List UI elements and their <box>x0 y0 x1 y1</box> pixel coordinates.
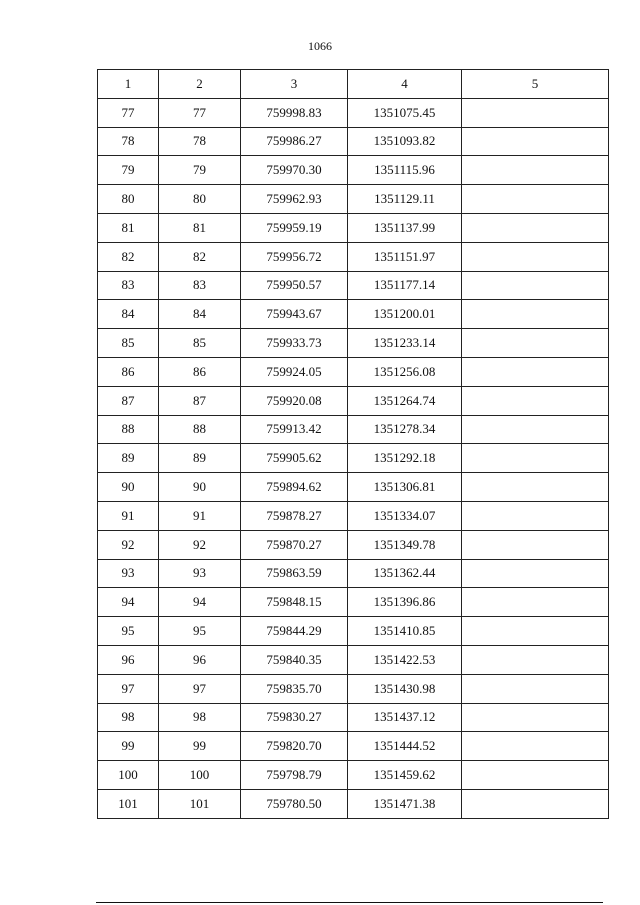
table-cell-col-3: 759848.15 <box>241 588 348 617</box>
table-cell-col-5 <box>462 156 609 185</box>
table-cell-col-1: 100 <box>98 761 159 790</box>
table-row <box>98 473 609 502</box>
header-cell-3: 3 <box>241 70 348 99</box>
table-cell-col-1: 87 <box>98 386 159 415</box>
table-cell-col-2: 99 <box>159 732 241 761</box>
table-cell-col-3: 759998.83 <box>241 98 348 127</box>
table-cell-col-1: 79 <box>98 156 159 185</box>
table-row <box>98 617 609 646</box>
table-cell-col-4: 1351306.81 <box>348 473 462 502</box>
table-cell-col-4: 1351334.07 <box>348 501 462 530</box>
table-cell-col-3: 759970.30 <box>241 156 348 185</box>
footer-rule <box>96 902 603 903</box>
table-cell-col-4: 1351256.08 <box>348 357 462 386</box>
table-cell-col-2: 83 <box>159 271 241 300</box>
table-cell-col-3: 759878.27 <box>241 501 348 530</box>
table-cell-col-5 <box>462 386 609 415</box>
table-row <box>98 789 609 818</box>
table-cell-col-1: 84 <box>98 300 159 329</box>
table-row <box>98 242 609 271</box>
table-cell-col-1: 86 <box>98 357 159 386</box>
table-row <box>98 127 609 156</box>
table-cell-col-1: 90 <box>98 473 159 502</box>
table-cell-col-5 <box>462 732 609 761</box>
table-cell-col-3: 759870.27 <box>241 530 348 559</box>
table-cell-col-5 <box>462 329 609 358</box>
table-cell-col-4: 1351129.11 <box>348 185 462 214</box>
table-cell-col-3: 759924.05 <box>241 357 348 386</box>
table-cell-col-3: 759798.79 <box>241 761 348 790</box>
table-cell-col-3: 759894.62 <box>241 473 348 502</box>
table-cell-col-2: 94 <box>159 588 241 617</box>
table-cell-col-1: 85 <box>98 329 159 358</box>
table-row <box>98 588 609 617</box>
table-cell-col-3: 759905.62 <box>241 444 348 473</box>
table-row <box>98 530 609 559</box>
table-cell-col-5 <box>462 185 609 214</box>
table-cell-col-1: 89 <box>98 444 159 473</box>
table-row <box>98 156 609 185</box>
table-cell-col-5 <box>462 444 609 473</box>
table-cell-col-4: 1351233.14 <box>348 329 462 358</box>
table-cell-col-5 <box>462 703 609 732</box>
table-cell-col-5 <box>462 645 609 674</box>
table-row <box>98 444 609 473</box>
table-cell-col-1: 96 <box>98 645 159 674</box>
table-cell-col-4: 1351115.96 <box>348 156 462 185</box>
table-cell-col-5 <box>462 357 609 386</box>
table-cell-col-1: 97 <box>98 674 159 703</box>
table-row <box>98 185 609 214</box>
table-cell-col-3: 759780.50 <box>241 789 348 818</box>
table-cell-col-5 <box>462 789 609 818</box>
header-cell-1: 1 <box>98 70 159 99</box>
table-cell-col-5 <box>462 617 609 646</box>
table-row <box>98 645 609 674</box>
table-row <box>98 732 609 761</box>
table-cell-col-3: 759844.29 <box>241 617 348 646</box>
table-cell-col-1: 99 <box>98 732 159 761</box>
table-cell-col-2: 80 <box>159 185 241 214</box>
table-cell-col-5 <box>462 674 609 703</box>
table-row <box>98 386 609 415</box>
table-cell-col-1: 81 <box>98 213 159 242</box>
table-row <box>98 501 609 530</box>
header-cell-4: 4 <box>348 70 462 99</box>
table-cell-col-4: 1351292.18 <box>348 444 462 473</box>
table-cell-col-3: 759943.67 <box>241 300 348 329</box>
table-cell-col-2: 79 <box>159 156 241 185</box>
table-cell-col-4: 1351264.74 <box>348 386 462 415</box>
table-cell-col-4: 1351075.45 <box>348 98 462 127</box>
table-cell-col-1: 83 <box>98 271 159 300</box>
table-cell-col-1: 77 <box>98 98 159 127</box>
table-cell-col-5 <box>462 98 609 127</box>
header-row <box>98 70 609 99</box>
table-cell-col-5 <box>462 530 609 559</box>
table-cell-col-1: 95 <box>98 617 159 646</box>
table-cell-col-5 <box>462 300 609 329</box>
page-number: 1066 <box>308 39 332 53</box>
table-cell-col-3: 759820.70 <box>241 732 348 761</box>
table-cell-col-4: 1351278.34 <box>348 415 462 444</box>
table-cell-col-3: 759986.27 <box>241 127 348 156</box>
table-cell-col-2: 91 <box>159 501 241 530</box>
header-cell-2: 2 <box>159 70 241 99</box>
table-cell-col-3: 759863.59 <box>241 559 348 588</box>
table-cell-col-3: 759920.08 <box>241 386 348 415</box>
table-row <box>98 357 609 386</box>
table-cell-col-1: 101 <box>98 789 159 818</box>
table-cell-col-2: 96 <box>159 645 241 674</box>
table-row <box>98 703 609 732</box>
table-cell-col-4: 1351137.99 <box>348 213 462 242</box>
table-row <box>98 271 609 300</box>
table-cell-col-1: 82 <box>98 242 159 271</box>
table-cell-col-4: 1351459.62 <box>348 761 462 790</box>
table-cell-col-4: 1351151.97 <box>348 242 462 271</box>
table-cell-col-1: 93 <box>98 559 159 588</box>
table-row <box>98 674 609 703</box>
table-cell-col-4: 1351410.85 <box>348 617 462 646</box>
table-row <box>98 98 609 127</box>
table-cell-col-3: 759956.72 <box>241 242 348 271</box>
header-cell-5: 5 <box>462 70 609 99</box>
table-cell-col-2: 98 <box>159 703 241 732</box>
table-cell-col-2: 84 <box>159 300 241 329</box>
table-cell-col-2: 92 <box>159 530 241 559</box>
table-cell-col-5 <box>462 761 609 790</box>
table-cell-col-3: 759962.93 <box>241 185 348 214</box>
table-cell-col-2: 82 <box>159 242 241 271</box>
table-cell-col-2: 93 <box>159 559 241 588</box>
table-cell-col-5 <box>462 415 609 444</box>
table-cell-col-2: 90 <box>159 473 241 502</box>
table-cell-col-5 <box>462 242 609 271</box>
table-cell-col-4: 1351444.52 <box>348 732 462 761</box>
table-cell-col-2: 86 <box>159 357 241 386</box>
table-cell-col-4: 1351430.98 <box>348 674 462 703</box>
table-row <box>98 329 609 358</box>
table-cell-col-4: 1351349.78 <box>348 530 462 559</box>
table-cell-col-2: 81 <box>159 213 241 242</box>
table-cell-col-1: 91 <box>98 501 159 530</box>
table-cell-col-3: 759840.35 <box>241 645 348 674</box>
table-cell-col-4: 1351471.38 <box>348 789 462 818</box>
table-cell-col-1: 78 <box>98 127 159 156</box>
table-cell-col-5 <box>462 559 609 588</box>
table-cell-col-2: 87 <box>159 386 241 415</box>
table-cell-col-2: 77 <box>159 98 241 127</box>
table-cell-col-1: 88 <box>98 415 159 444</box>
table-cell-col-3: 759830.27 <box>241 703 348 732</box>
table-cell-col-2: 78 <box>159 127 241 156</box>
table-cell-col-4: 1351177.14 <box>348 271 462 300</box>
table-cell-col-5 <box>462 501 609 530</box>
table-cell-col-2: 89 <box>159 444 241 473</box>
table-cell-col-2: 95 <box>159 617 241 646</box>
table-row <box>98 415 609 444</box>
table-cell-col-3: 759835.70 <box>241 674 348 703</box>
table-cell-col-1: 92 <box>98 530 159 559</box>
table-body <box>98 98 609 818</box>
table-cell-col-1: 94 <box>98 588 159 617</box>
table-cell-col-3: 759950.57 <box>241 271 348 300</box>
table-cell-col-4: 1351093.82 <box>348 127 462 156</box>
table-cell-col-1: 98 <box>98 703 159 732</box>
table-row <box>98 761 609 790</box>
table-cell-col-5 <box>462 588 609 617</box>
table-cell-col-1: 80 <box>98 185 159 214</box>
table-cell-col-4: 1351362.44 <box>348 559 462 588</box>
table-cell-col-5 <box>462 271 609 300</box>
table-cell-col-5 <box>462 127 609 156</box>
table-cell-col-3: 759913.42 <box>241 415 348 444</box>
table-cell-col-4: 1351200.01 <box>348 300 462 329</box>
table-cell-col-5 <box>462 473 609 502</box>
table-cell-col-4: 1351396.86 <box>348 588 462 617</box>
table-cell-col-2: 101 <box>159 789 241 818</box>
table-row <box>98 559 609 588</box>
table-cell-col-4: 1351437.12 <box>348 703 462 732</box>
table-cell-col-3: 759959.19 <box>241 213 348 242</box>
table-cell-col-4: 1351422.53 <box>348 645 462 674</box>
table-row <box>98 300 609 329</box>
table-cell-col-2: 85 <box>159 329 241 358</box>
table-cell-col-5 <box>462 213 609 242</box>
table-cell-col-3: 759933.73 <box>241 329 348 358</box>
table-cell-col-2: 100 <box>159 761 241 790</box>
table-cell-col-2: 97 <box>159 674 241 703</box>
table-row <box>98 213 609 242</box>
table-cell-col-2: 88 <box>159 415 241 444</box>
coordinates-table <box>97 69 609 819</box>
